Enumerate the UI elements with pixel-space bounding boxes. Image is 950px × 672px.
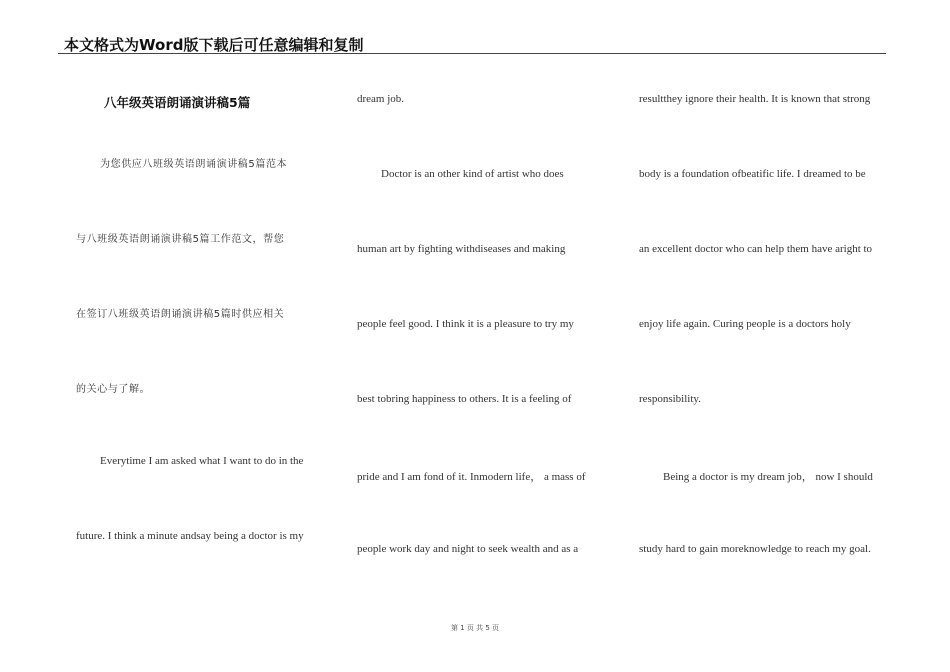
paragraph-line: future. I think a minute andsay being a doctor is my — [76, 530, 304, 542]
paragraph-line: pride and I am fond of it. Inmodern life， a mass of — [357, 471, 586, 483]
paragraph-line: best tobring happiness to others. It is a feeling of — [357, 393, 572, 405]
paragraph-line: 的关心与了解。 — [76, 384, 151, 395]
paragraph-line: Doctor is an other kind of artist who does — [381, 168, 564, 180]
page-number-footer: 第 1 页 共 5 页 — [450, 624, 500, 632]
paragraph-line: 为您供应八班级英语朗诵演讲稿5篇范本 — [100, 159, 288, 170]
paragraph-line: dream job. — [357, 93, 405, 105]
paragraph-line: people feel good. I think it is a pleasure to try my — [357, 318, 574, 330]
header-divider — [58, 53, 886, 54]
paragraph-line: Being a doctor is my dream job， now I should — [663, 471, 873, 483]
paragraph-line: 在签订八班级英语朗诵演讲稿5篇时供应相关 — [76, 309, 285, 320]
paragraph-line: study hard to gain moreknowledge to reach my goal. — [639, 543, 871, 555]
paragraph-line: enjoy life again. Curing people is a doctors holy — [639, 318, 851, 330]
paragraph-line: resultthey ignore their health. It is known that strong — [639, 93, 871, 105]
page-header-title: 本文格式为Word版下载后可任意编辑和复制 — [64, 36, 364, 54]
paragraph-line: human art by fighting withdiseases and making — [357, 243, 566, 255]
paragraph-line: body is a foundation ofbeatific life. I dreamed to be — [639, 168, 866, 180]
paragraph-line: Everytime I am asked what I want to do in the — [100, 455, 304, 467]
paragraph-line: people work day and night to seek wealth and as a — [357, 543, 579, 555]
document-title: 八年级英语朗诵演讲稿5篇 — [104, 95, 251, 110]
paragraph-line: an excellent doctor who can help them have aright to — [639, 243, 873, 255]
paragraph-line: responsibility. — [639, 393, 701, 405]
paragraph-line: 与八班级英语朗诵演讲稿5篇工作范文，帮您 — [76, 234, 285, 245]
